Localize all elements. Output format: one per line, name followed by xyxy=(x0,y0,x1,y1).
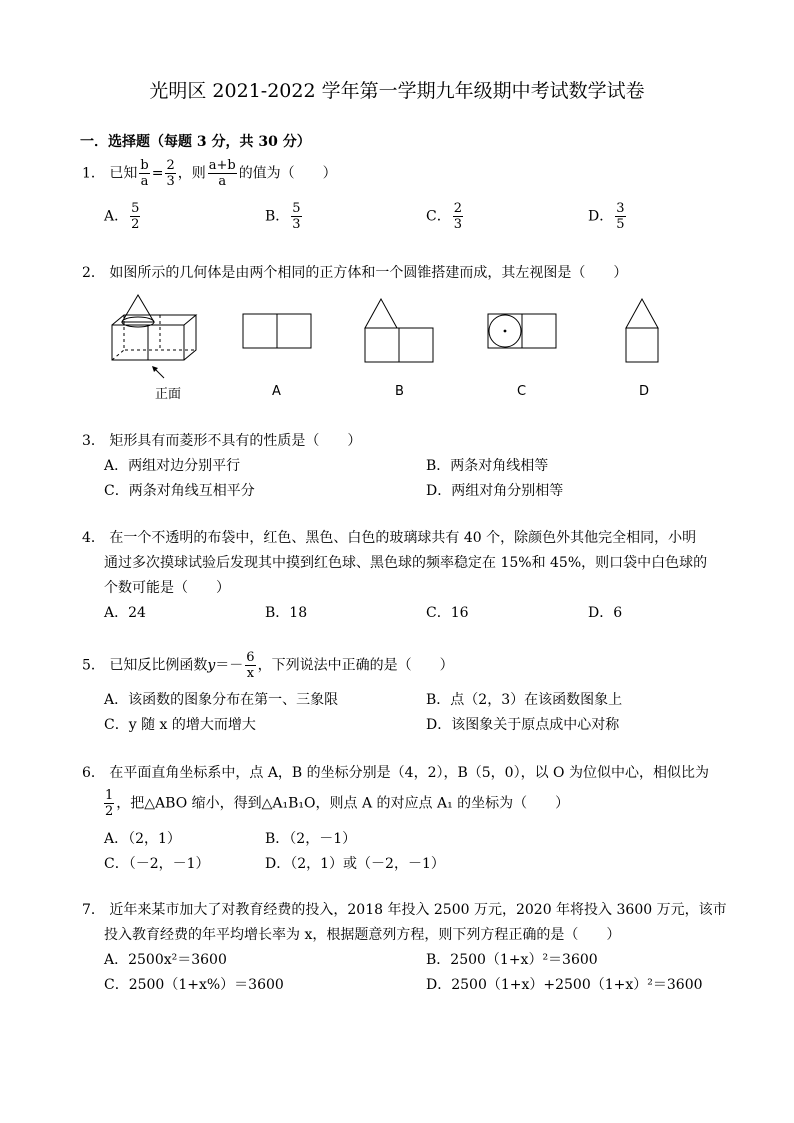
square xyxy=(626,328,658,362)
cube-side xyxy=(184,315,196,360)
figure-d xyxy=(622,296,664,364)
question-3 xyxy=(82,430,361,450)
page-title: 光明区 2021-2022 学年第一学期九年级期中考试数学试卷 xyxy=(149,80,645,102)
cube-1-front xyxy=(112,325,148,360)
fraction xyxy=(165,158,175,189)
triangle xyxy=(365,299,397,328)
option-label: B． xyxy=(265,208,290,225)
question-text: ，下列说法中正确的是（ ） xyxy=(257,657,454,674)
option-a[interactable]: A．2500x²＝3600 xyxy=(104,952,227,968)
option-b[interactable]: B．18 xyxy=(265,605,308,621)
variable: y xyxy=(207,657,216,674)
numerator: a+b xyxy=(208,158,236,173)
question-text: 投入教育经费的年平均增长率为 x，根据题意列方程，则下列方程正确的是（ ） xyxy=(104,927,621,943)
option-d[interactable]: D．6 xyxy=(588,605,623,621)
option-a[interactable]: A．（2，1） xyxy=(104,831,181,847)
denominator: 3 xyxy=(166,174,175,189)
fraction xyxy=(615,201,625,232)
question-number: 5． xyxy=(82,657,105,674)
hidden-edge xyxy=(112,350,124,360)
question-1 xyxy=(82,158,337,189)
denominator: a xyxy=(218,174,227,189)
fraction xyxy=(291,201,301,232)
figure-b xyxy=(362,296,438,364)
denominator: 3 xyxy=(453,217,462,232)
option-d[interactable]: D．该图象关于原点成中心对称 xyxy=(426,717,620,733)
question-number: 6． xyxy=(82,765,105,781)
denominator: 2 xyxy=(105,804,114,819)
fraction xyxy=(104,788,114,819)
option-label: A． xyxy=(104,208,129,225)
option-a[interactable]: A．两组对边分别平行 xyxy=(104,458,241,474)
question-text: 近年来某市加大了对教育经费的投入，2018 年投入 2500 万元，2020 年将投入 3600 万元，该市 xyxy=(109,902,727,918)
question-text: 已知反比例函数 xyxy=(109,657,208,674)
denominator: 3 xyxy=(292,217,301,232)
numerator: b xyxy=(140,158,149,173)
numerator: 2 xyxy=(453,201,462,216)
denominator: 5 xyxy=(616,217,625,232)
question-number: 2． xyxy=(82,265,105,281)
option-c[interactable]: C．16 xyxy=(426,605,469,621)
question-5 xyxy=(82,650,454,681)
question-text: 矩形具有而菱形不具有的性质是（ ） xyxy=(109,433,362,449)
question-text: 通过多次摸球试验后发现其中摸到红色球、黑色球的频率稳定在 15%和 45%，则口袋中白色球的 xyxy=(104,555,708,571)
numerator: 5 xyxy=(292,201,301,216)
option-d[interactable]: D．两组对角分别相等 xyxy=(426,483,564,499)
square xyxy=(399,328,433,362)
question-text: ，把△ABO 缩小，得到△A₁B₁O，则点 A 的对应点 A₁ 的坐标为（ ） xyxy=(116,795,570,812)
option-b[interactable]: B．点（2，3）在该函数图象上 xyxy=(426,692,623,708)
square xyxy=(277,314,311,348)
section-heading: 一．选择题（每题 3 分，共 30 分） xyxy=(80,134,311,150)
figure-d-label: D xyxy=(639,384,650,399)
question-text: 在一个不透明的布袋中，红色、黑色、白色的玻璃球共有 40 个，除颜色外其他完全相同，小明 xyxy=(109,530,697,546)
option-d[interactable]: D．（2，1）或（－2，－1） xyxy=(265,856,445,872)
question-2 xyxy=(82,262,627,282)
question-text: 如图所示的几何体是由两个相同的正方体和一个圆锥搭建而成，其左视图是（ ） xyxy=(109,265,628,281)
option-a[interactable]: A．24 xyxy=(104,605,146,621)
figure-a xyxy=(240,310,315,350)
question-text: 已知 xyxy=(109,165,138,182)
front-label: 正面 xyxy=(155,387,182,402)
fraction xyxy=(245,650,255,681)
hidden-edges xyxy=(124,315,196,350)
question-number: 3． xyxy=(82,433,105,449)
numerator: 2 xyxy=(166,158,175,173)
numerator: 5 xyxy=(131,201,140,216)
center-dot xyxy=(504,330,507,333)
option-c[interactable]: C．2500（1+x%）＝3600 xyxy=(104,977,284,993)
question-text: 在平面直角坐标系中，点 A，B 的坐标分别是（4，2），B（5，0），以 O 为位似中心，相似比为 xyxy=(109,765,709,781)
denominator: a xyxy=(140,174,149,189)
figure-c xyxy=(485,310,561,350)
question-text: 的值为（ ） xyxy=(238,165,337,182)
square xyxy=(365,328,399,362)
option-c[interactable] xyxy=(426,201,465,232)
fraction xyxy=(139,158,149,189)
option-a[interactable]: A．该函数的图象分布在第一、三象限 xyxy=(104,692,339,708)
numerator: 3 xyxy=(616,201,625,216)
triangle xyxy=(626,299,658,328)
question-6 xyxy=(82,762,709,782)
denominator: x xyxy=(246,666,255,681)
option-a[interactable] xyxy=(104,201,142,232)
denominator: 2 xyxy=(131,217,140,232)
option-d[interactable] xyxy=(588,201,628,232)
cube-top xyxy=(112,315,196,325)
equals: ＝－ xyxy=(215,657,244,674)
option-b[interactable] xyxy=(265,201,304,232)
question-text xyxy=(102,788,569,819)
option-b[interactable]: B．两条对角线相等 xyxy=(426,458,549,474)
option-label: C． xyxy=(426,208,451,225)
option-d[interactable]: D．2500（1+x）+2500（1+x）²＝3600 xyxy=(426,977,703,993)
question-text: 个数可能是（ ） xyxy=(104,580,230,596)
figure-c-label: C xyxy=(517,384,527,399)
fraction xyxy=(130,201,140,232)
option-c[interactable]: C．（－2，－1） xyxy=(104,856,210,872)
solid-figure xyxy=(100,290,210,385)
option-c[interactable]: C．两条对角线互相平分 xyxy=(104,483,255,499)
question-number: 1． xyxy=(82,165,105,182)
numerator: 6 xyxy=(246,650,255,665)
question-number: 4． xyxy=(82,530,105,546)
option-label: D． xyxy=(588,208,614,225)
question-text: ，则 xyxy=(177,165,206,182)
option-b[interactable]: B．2500（1+x）²＝3600 xyxy=(426,952,598,968)
fraction xyxy=(208,158,237,189)
numerator: 1 xyxy=(105,788,114,803)
square xyxy=(243,314,277,348)
option-c[interactable]: C．y 随 x 的增大而增大 xyxy=(104,717,256,733)
question-7 xyxy=(82,899,727,919)
question-4 xyxy=(82,527,696,547)
fraction xyxy=(453,201,463,232)
square xyxy=(522,314,556,348)
cube-2-front xyxy=(148,325,184,360)
question-number: 7． xyxy=(82,902,105,918)
equals: = xyxy=(151,165,164,182)
figure-b-label: B xyxy=(395,384,404,399)
option-b[interactable]: B．（2，－1） xyxy=(265,831,357,847)
figure-a-label: A xyxy=(272,384,281,399)
